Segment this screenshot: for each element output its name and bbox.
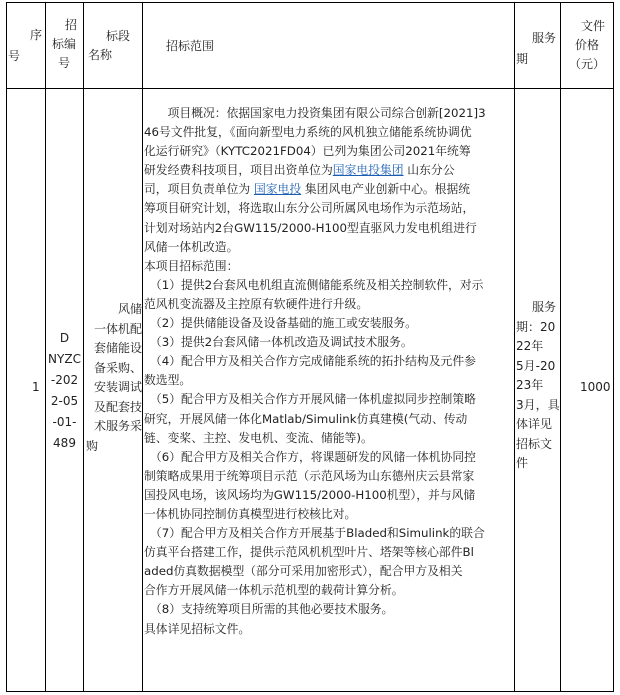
scope-item-7: （7）配合甲方及相关合作方开展基于Bladed和Simulink的联合 (144, 526, 485, 541)
tender-table (6, 2, 614, 692)
lot-name: 风储 一体机配 套储能设 备采购、 安装调试 及配套技 术服务采 购 (86, 302, 142, 453)
scope-item-6: （6）配合甲方及相关合作方，将课题研发的风储一体机协同控 (144, 449, 476, 464)
header-code: 招 标编 号 (51, 18, 77, 70)
header-service-period: 服务 期 (516, 31, 557, 66)
link-spic[interactable]: 国家电投集团 (332, 163, 404, 178)
scope-item-4: （4）配合甲方及相关合作方完成储能系统的拓扑结构及元件参 (144, 354, 476, 369)
header-index: 序 号 (8, 28, 43, 63)
scope-item-5: （5）配合甲方及相关合作方开展风储一体机虚拟同步控制策略 (144, 392, 476, 407)
tender-scope: 项目概况：依据国家电力投资集团有限公司综合创新[2021]3 46号文件批复，《面向新型电力系统的风机独立储能系统协调优 化运行研究》（KYTC2021FD04）已列为集团公司2021年统筹 研发经费科技项目，项目出资单位为国家电投集团 山东分公 司，项目负责单位为 国家电投 集团风电产业创新中心。根据统 筹项目研究计划，将选取山东分公司所属风电场作为示范场站， 计划对场站内2台GW115/2000-H100型直驱风力发电机组进行 风储一体机改造。 本项目招标范围： （1）提供2台套风电机组直流侧储能系统及相关控制软件，对示 范风机变流器及主控原有软硬件进行升级。 （2）提供储能设备及设备基础的施工或安装服务。 （3）提供2台套风储一体机改造及调试技术服务。 （4）配合甲方及相关合作方完成储能系统的拓扑结构及元件参 数选型。 （5）配合甲方及相关合作方开展风储一体机虚拟同步控制策略 研究，开展风储一体化Matlab/Simulink仿真建模(气动、传动 链、变桨、主控、发电机、变流、储能等)。 （6）配合甲方及相关合作方，将课题研发的风储一体机协同控 制策略成果用于统筹项目示范（示范风场为山东德州庆云县常家 国投风电场，该风场均为GW115/2000-H100机型），并与风储 一体机协同控制仿真模型进行校核比对。 （7）配合甲方及相关合作方开展基于Bladed和Simulink的联合 仿真平台搭建工作，提供示范风机机型叶片、塔架等核心部件Bl aded仿真数据模型（部分可采用加密形式），配合甲方及相关 合作方开展风储一体机示范机型的载荷计算分析。 （8）支持统筹项目所需的其他必要技术服务。 具体详见招标文件。 (144, 104, 514, 639)
file-price: 1000 (580, 380, 611, 394)
tender-code: D NYZC -202 2-05 -01- 489 (48, 331, 81, 450)
link-spic-short[interactable]: 国家电投 (253, 182, 302, 197)
scope-item-3: （3）提供2台套风储一体机改造及调试技术服务。 (144, 335, 413, 350)
header-scope: 招标范围 (166, 39, 215, 53)
scope-closing: 具体详见招标文件。 (144, 621, 251, 636)
service-period: 服务 期：20 22年 5月-20 23年 3月，具 体详见 招标文 件 (516, 300, 560, 470)
scope-item-1: （1）提供2台套风电机组直流侧储能系统及相关控制软件，对示 (144, 277, 484, 292)
scope-item-8: （8）支持统筹项目所需的其他必要技术服务。 (144, 602, 394, 617)
scope-item-2: （2）提供储能设备及设备基础的施工或安装服务。 (144, 316, 417, 331)
scope-intro: 本项目招标范围： (144, 258, 239, 273)
row-index: 1 (32, 380, 40, 394)
header-price: 文件 价格 （元） (568, 19, 605, 71)
header-lot-name: 标段 名称 (88, 29, 131, 62)
